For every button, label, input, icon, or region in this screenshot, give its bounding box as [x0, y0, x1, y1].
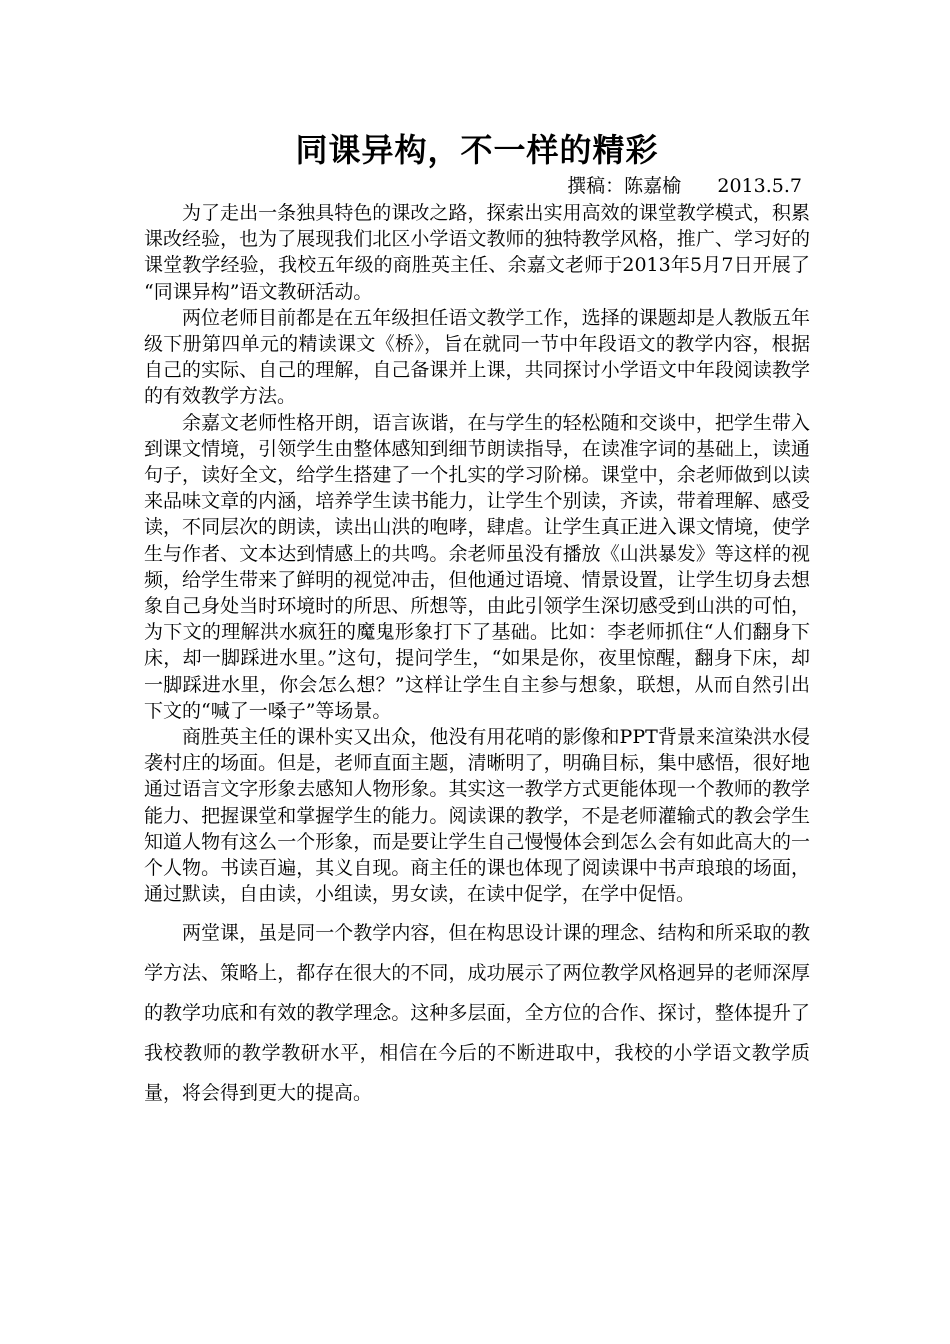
article-byline: 撰稿：陈嘉榆 2013.5.7	[567, 175, 802, 197]
article-paragraph: 为了走出一条独具特色的课改之路，探索出实用高效的课堂教学模式，积累课改经验，也为了展现我们北区小学语文教师的独特教学风格，推广、学习好的课堂教学经验，我校五年级的商胜英主任、余嘉文老师于2013年5月7日开展了 “同课异构”语文教研活动。	[144, 202, 810, 303]
article-paragraph: 商胜英主任的课朴实又出众，他没有用花哨的影像和PPT背景来渲染洪水侵袭村庄的场面。但是，老师直面主题，清晰明了，明确目标，集中感悟，很好地通过语言文字形象去感知人物形象。其实这一教学方式更能体现一个教师的教学能力、把握课堂和掌握学生的能力。阅读课的教学，不是老师灌输式的教会学生知道人物有这么一个形象，而是要让学生自己慢慢体会到怎么会有如此高大的一个人物。书读百遍，其义自现。商主任的课也体现了阅读课中书声琅琅的场面，通过默读，自由读，小组读，男女读，在读中促学，在学中促悟。	[144, 726, 810, 906]
article-title: 同课异构，不一样的精彩	[295, 131, 659, 169]
document-page	[144, 128, 810, 1113]
article-paragraph-conclusion: 两堂课，虽是同一个教学内容，但在构思设计课的理念、结构和所采取的教学方法、策略上，都存在很大的不同，成功展示了两位教学风格迥异的老师深厚的教学功底和有效的教学理念。这种多层面，全方位的合作、探讨，整体提升了我校教师的教学教研水平，相信在今后的不断进取中，我校的小学语文教学质量，将会得到更大的提高。	[144, 922, 810, 1105]
article-paragraph: 余嘉文老师性格开朗，语言诙谐，在与学生的轻松随和交谈中，把学生带入到课文情境，引领学生由整体感知到细节朗读指导，在读准字词的基础上，读通句子，读好全文，给学生搭建了一个扎实的学习阶梯。课堂中，余老师做到以读来品味文章的内涵，培养学生读书能力，让学生个别读，齐读，带着理解、感受读，不同层次的朗读，读出山洪的咆哮，肆虐。让学生真正进入课文情境，使学生与作者、文本达到情感上的共鸣。余老师虽没有播放《山洪暴发》等这样的视频，给学生带来了鲜明的视觉冲击，但他通过语境、情景设置，让学生切身去想象自己身处当时环境时的所思、所想等，由此引领学生深切感受到山洪的可怕，为下文的理解洪水疯狂的魔鬼形象打下了基础。比如：李老师抓住“人们翻身下床，却一脚踩进水里。”这句，提问学生，“如果是你，夜里惊醒，翻身下床，却一脚踩进水里，你会怎么想？”这样让学生自主参与想象，联想，从而自然引出下文的“喊了一嗓子”等场景。	[144, 411, 810, 722]
article-paragraph: 两位老师目前都是在五年级担任语文教学工作，选择的课题却是人教版五年级下册第四单元的精读课文《桥》，旨在就同一节中年段语文的教学内容，根据自己的实际、自己的理解，自己备课并上课，共同探讨小学语文中年段阅读教学的有效教学方法。	[144, 306, 810, 408]
